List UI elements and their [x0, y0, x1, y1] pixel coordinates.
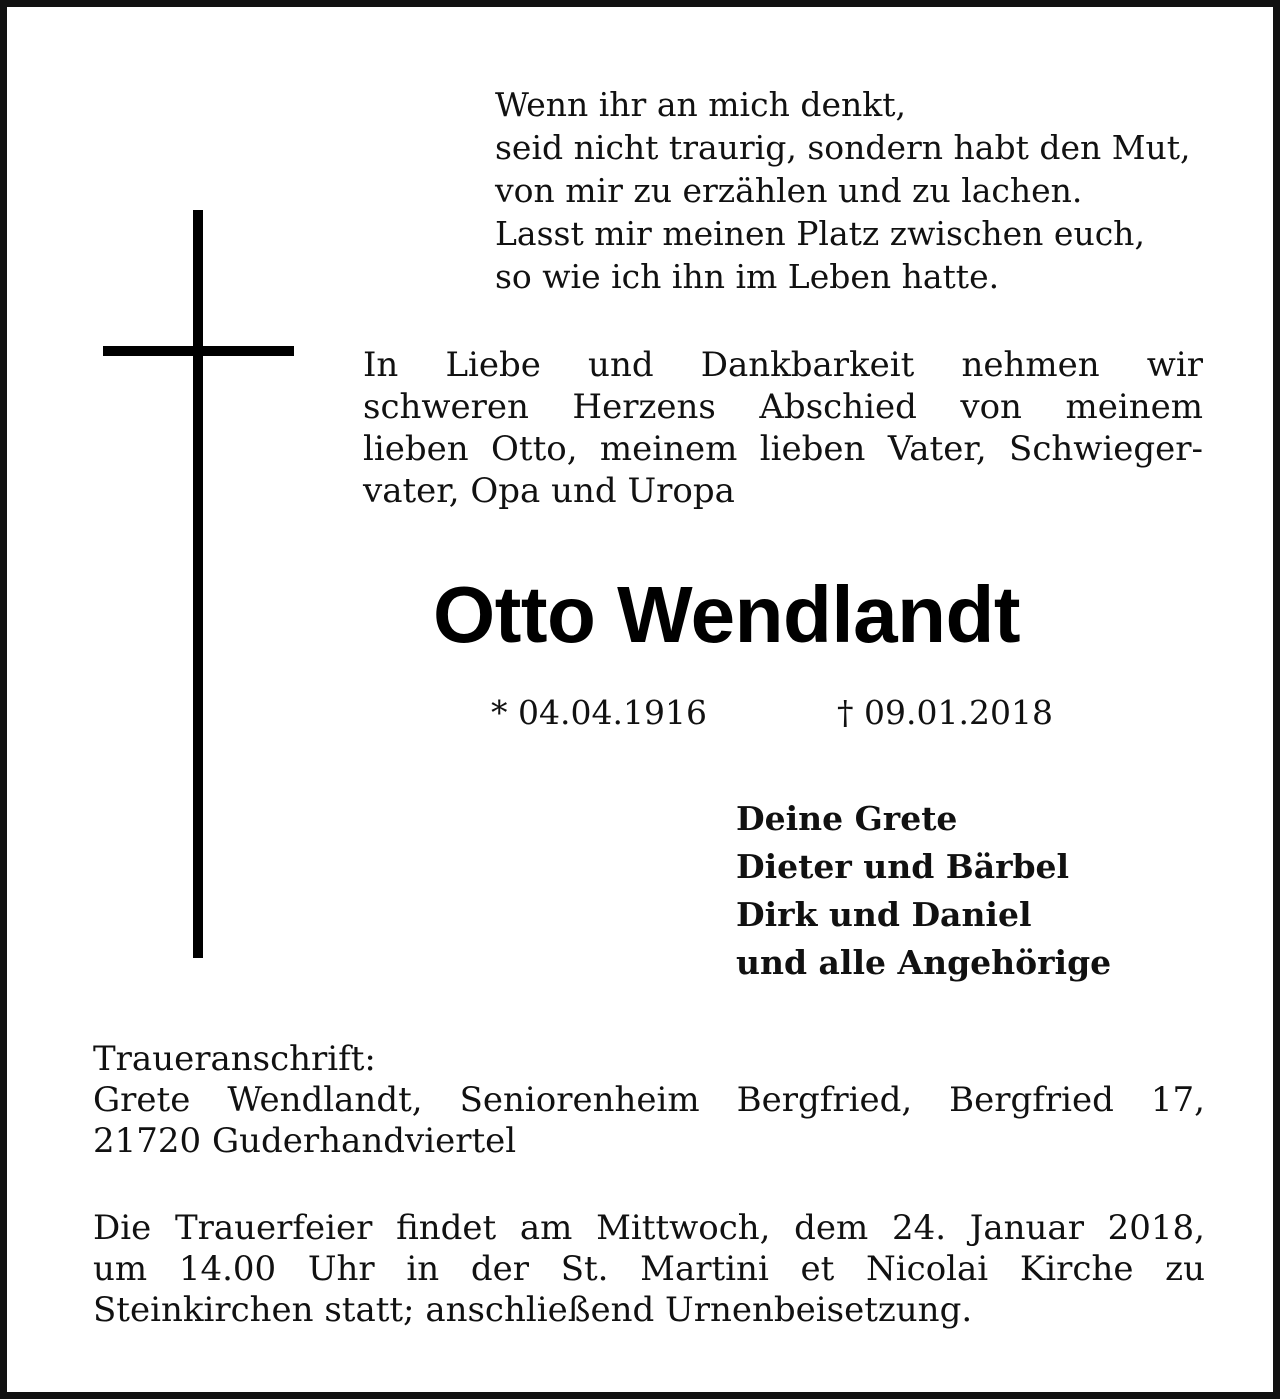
birth-date: * 04.04.1916: [491, 693, 707, 732]
mourner-line: Deine Grete: [736, 799, 958, 838]
memorial-poem: [495, 83, 1225, 298]
poem-line: Wenn ihr an mich denkt,: [495, 85, 906, 124]
farewell-line: vater, Opa und Uropa: [363, 471, 735, 511]
funeral-service-info: [93, 1208, 1205, 1331]
address-label: Traueranschrift:: [93, 1039, 376, 1079]
farewell-line: In Liebe und Dankbarkeit nehmen wir: [363, 345, 1203, 385]
farewell-line: lieben Otto, meinem lieben Vater, Schwieger-: [363, 429, 1203, 469]
cross-icon-crossbar: [103, 346, 294, 356]
mourner-line: Dirk und Daniel: [736, 895, 1032, 934]
cross-icon: [193, 210, 203, 958]
address-line: Grete Wendlandt, Seniorenheim Bergfried, Bergfried 17,: [93, 1080, 1205, 1120]
address-line: 21720 Guderhandviertel: [93, 1121, 517, 1161]
farewell-text: [363, 344, 1203, 512]
deceased-name: Otto Wendlandt: [433, 570, 1020, 659]
ceremony-line: Die Trauerfeier findet am Mittwoch, dem 24. Januar 2018,: [93, 1208, 1205, 1248]
farewell-line: schweren Herzens Abschied von meinem: [363, 387, 1203, 427]
ceremony-line: um 14.00 Uhr in der St. Martini et Nicolai Kirche zu: [93, 1249, 1205, 1289]
poem-line: so wie ich ihn im Leben hatte.: [495, 257, 1000, 296]
mourner-line: Dieter und Bärbel: [736, 847, 1070, 886]
mourner-line: und alle Angehörige: [736, 943, 1112, 982]
poem-line: seid nicht traurig, sondern habt den Mut,: [495, 128, 1191, 167]
mourners-list: [736, 795, 1216, 987]
ceremony-line: Steinkirchen statt; anschließend Urnenbeisetzung.: [93, 1290, 973, 1330]
poem-line: Lasst mir meinen Platz zwischen euch,: [495, 214, 1145, 253]
poem-line: von mir zu erzählen und zu lachen.: [495, 171, 1083, 210]
death-date: † 09.01.2018: [837, 693, 1053, 732]
mourning-address: [93, 1039, 1205, 1162]
